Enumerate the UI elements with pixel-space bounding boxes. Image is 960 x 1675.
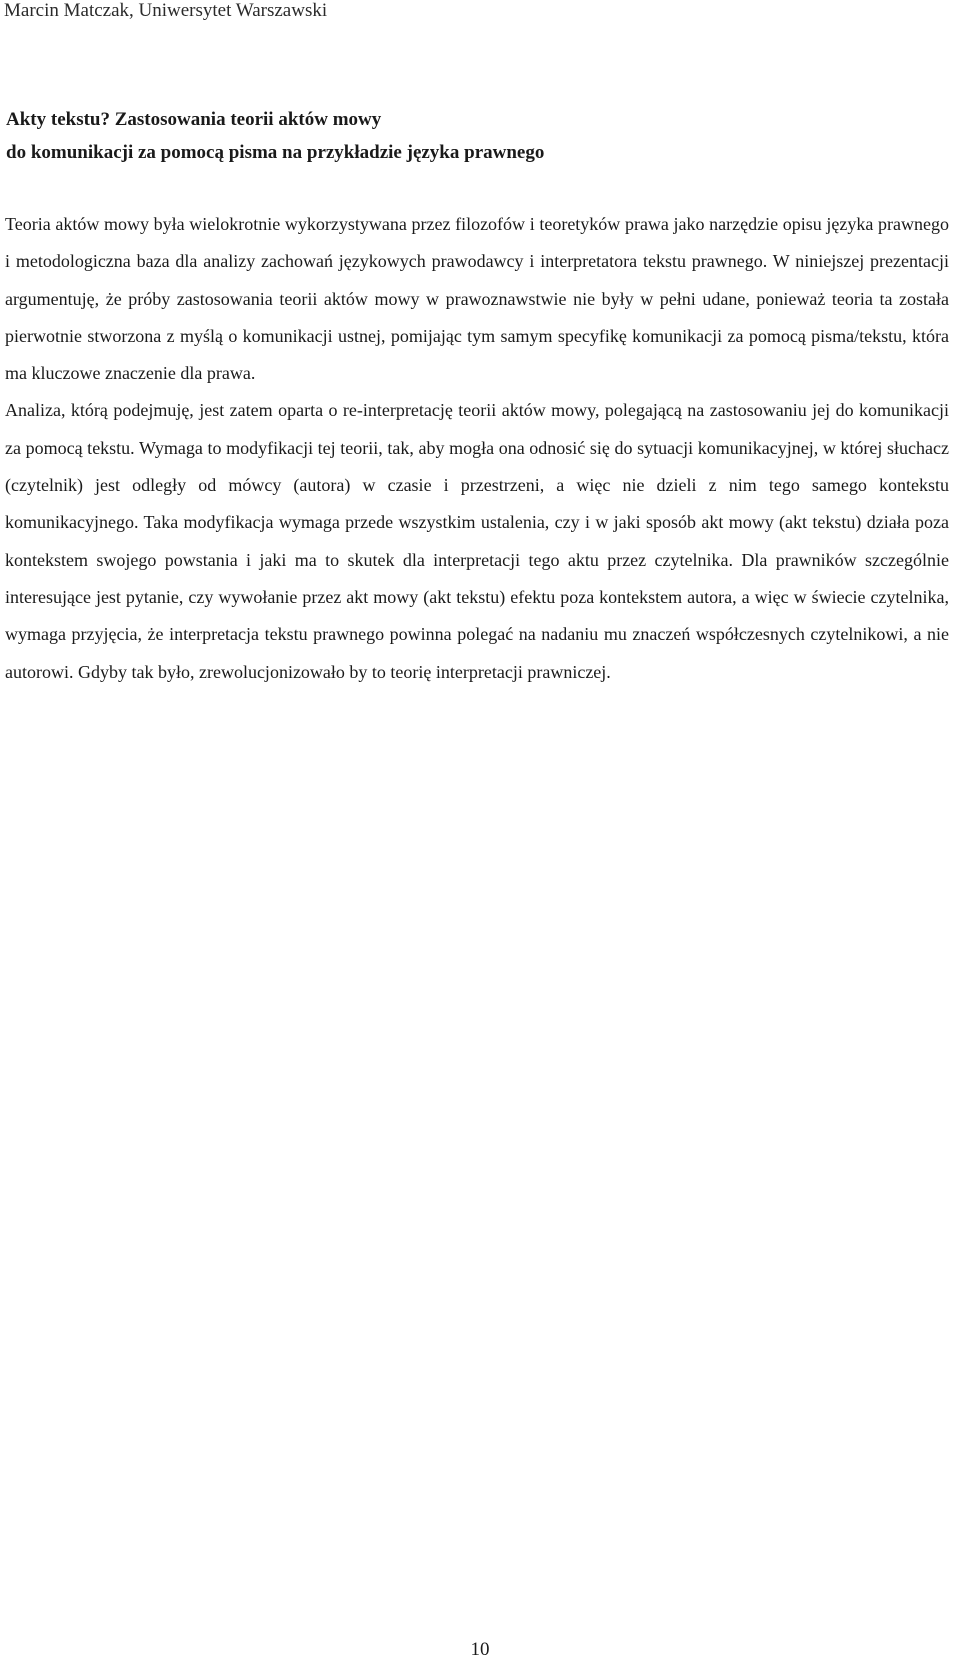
abstract-body — [5, 206, 949, 691]
paragraph-2: Analiza, którą podejmuję, jest zatem oparta o re-interpretację teorii aktów mowy, polegającą na zastosowaniu jej do komunikacji za pomocą tekstu. Wymaga to modyfikacji tej teorii, tak, aby mogła ona odnosić się do sytuacji komunikacyjnej, w której słuchacz (czytelnik) jest odległy od mówcy (autora) w czasie i przestrzeni, a więc nie dzieli z nim tego samego kontekstu komunikacyjnego. Taka modyfikacja wymaga przede wszystkim ustalenia, czy i w jaki sposób akt mowy (akt tekstu) działa poza kontekstem swojego powstania i jaki ma to skutek dla interpretacji tego aktu przez czytelnika. Dla prawników szczególnie interesujące jest pytanie, czy wywołanie przez akt mowy (akt tekstu) efektu poza kontekstem autora, a więc w świecie czytelnika, wymaga przyjęcia, że interpretacja tekstu prawnego powinna polegać na nadaniu mu znaczeń współczesnych czytelnikowi, a nie autorowi. Gdyby tak było, zrewolucjonizowało by to teorię interpretacji prawniczej. — [5, 400, 949, 682]
title-line-2: do komunikacji za pomocą pisma na przykładzie języka prawnego — [6, 142, 545, 163]
document-title — [6, 103, 946, 169]
paragraph-1: Teoria aktów mowy była wielokrotnie wykorzystywana przez filozofów i teoretyków prawa jako narzędzie opisu języka prawnego i metodologiczna baza dla analizy zachowań językowych prawodawcy i interpretatora tekstu prawnego. W niniejszej prezentacji argumentuję, że próby zastosowania teorii aktów mowy w prawoznawstwie nie były w pełni udane, ponieważ teoria ta została pierwotnie stworzona z myślą o komunikacji ustnej, pomijając tym samym specyfikę komunikacji za pomocą pisma/tekstu, która ma kluczowe znaczenie dla prawa. — [5, 214, 949, 384]
title-line-1: Akty tekstu? Zastosowania teorii aktów mowy — [6, 109, 382, 130]
page-number: 10 — [470, 1639, 490, 1660]
running-header-author: Marcin Matczak, Uniwersytet Warszawski — [4, 0, 328, 21]
